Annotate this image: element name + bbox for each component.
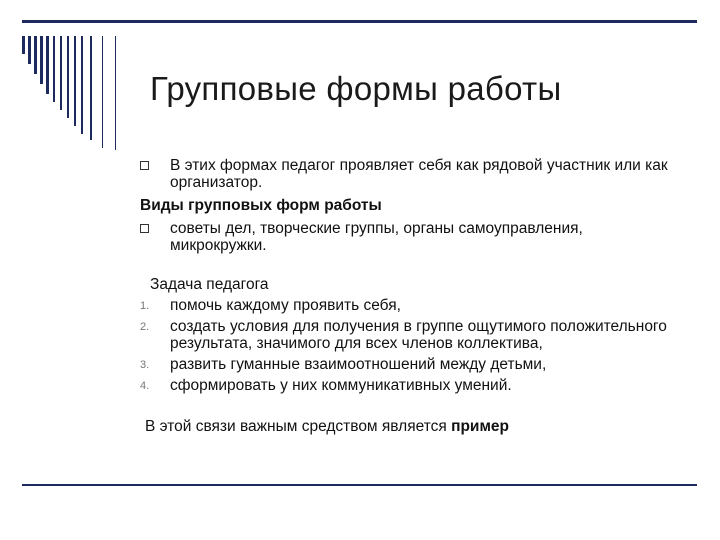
list-number: 3. [140,359,150,371]
square-bullet-icon [140,161,149,170]
list-item-text: сформировать у них коммуникативных умений. [170,377,512,394]
list-item-text: развить гуманные взаимоотношений между детьми, [170,356,547,373]
section-heading: Виды групповых форм работы [140,197,382,214]
bullet-item [140,157,680,191]
bottom-divider [22,484,697,486]
list-number: 2. [140,321,150,333]
list-item [140,377,680,394]
list-item [140,318,680,352]
slide-body [140,157,680,435]
list-number: 1. [140,300,150,312]
list-number: 4. [140,380,150,392]
bullet-item [140,220,680,254]
list-item [140,356,680,373]
bullet-text: советы дел, творческие группы, органы самоуправления, микрокружки. [170,220,583,254]
list-item-text: создать условия для получения в группе ощутимого положительного результата, значимого для всех членов коллектива, [170,318,667,352]
bullet-text: В этих формах педагог проявляет себя как рядовой участник или как организатор. [170,157,668,191]
closing-line [140,418,680,435]
list-item [140,297,680,314]
square-bullet-icon [140,224,149,233]
list-item-text: помочь каждому проявить себя, [170,297,401,314]
page-title: Групповые формы работы [150,70,562,107]
decorative-bars [0,0,140,150]
closing-emphasis: пример [451,418,510,435]
task-heading: Задача педагога [150,276,269,293]
closing-text: В этой связи важным средством является [145,418,447,435]
